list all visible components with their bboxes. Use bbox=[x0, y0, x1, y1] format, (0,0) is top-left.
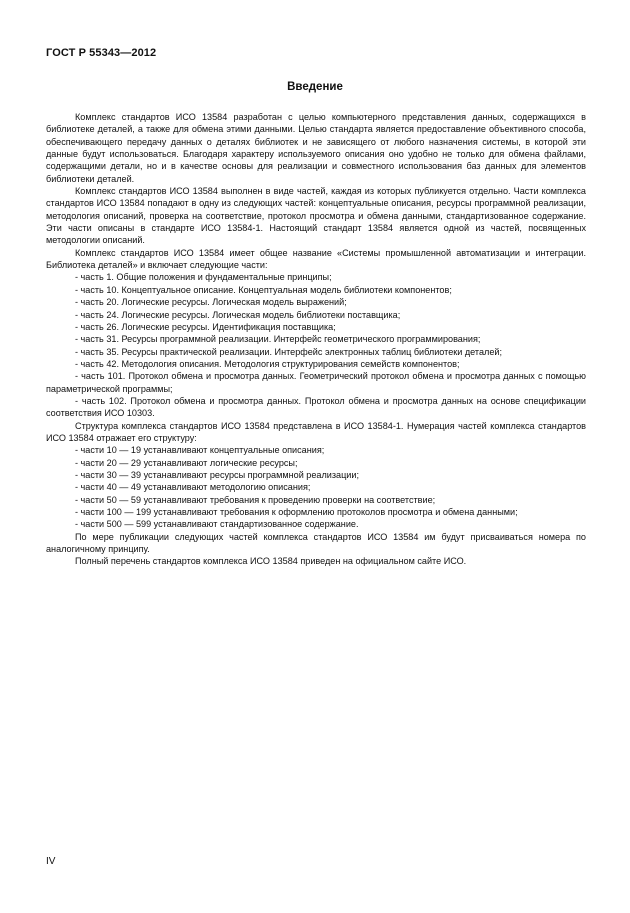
list-item: - часть 10. Концептуальное описание. Концептуальная модель библиотеки компонентов; bbox=[75, 284, 452, 295]
paragraph: Структура комплекса стандартов ИСО 13584 представлена в ИСО 13584-1. Нумерация частей комплекса стандартов ИСО 13584 отражает его структуру: bbox=[46, 420, 586, 443]
list-item: - часть 102. Протокол обмена и просмотра данных. Протокол обмена и просмотра данных на основе спецификации соответствия ИСО 10303. bbox=[46, 395, 586, 419]
list-item: - части 10 — 19 устанавливают концептуальные описания; bbox=[75, 445, 325, 456]
list-item: - части 100 — 199 устанавливают требования к оформлению протоколов просмотра и обмена данными; bbox=[75, 507, 518, 517]
paragraph: Комплекс стандартов ИСО 13584 разработан с целью компьютерного представления данных, содержащихся в библиотеке деталей, а также для обмена этими данными. Целью стандарта является предоставление объективного способа, обеспечивающего передачу данных о деталях библиотек и не зависящего от любого назначения системы, в которой эти данные будут использоваться. Благодаря характеру используемого описания оно удобно не только для обмена файлами, содержащими детали, но и в качестве основы для реализации и совместного использования баз данных для элементов библиотеки деталей. bbox=[46, 112, 586, 184]
paragraph: Комплекс стандартов ИСО 13584 выполнен в виде частей, каждая из которых публикуется отдельно. Части комплекса стандартов ИСО 13584 попадают в одну из следующих частей: концептуальные описания, ресурсы программной реализации, методология описаний, проверка на соответствие, протокол просмотра и обмена данными, стандартизованное содержание. Эти части описаны в стандарте ИСО 13584-1. Настоящий стандарт 13584 является одной из частей, посвященных методологии описаний. bbox=[46, 186, 586, 246]
list-item: - часть 101. Протокол обмена и просмотра данных. Геометрический протокол обмена и просмотра данных с помощью параметрической программы; bbox=[46, 371, 586, 394]
page-number: IV bbox=[46, 856, 56, 867]
list-item: - части 500 — 599 устанавливают стандартизованное содержание. bbox=[75, 519, 359, 530]
list-item: - части 40 — 49 устанавливают методологию описания; bbox=[75, 482, 311, 493]
document-header: ГОСТ Р 55343—2012 bbox=[46, 47, 157, 59]
list-item: - часть 24. Логические ресурсы. Логическая модель библиотеки поставщика; bbox=[75, 309, 401, 320]
list-item: - часть 1. Общие положения и фундаментальные принципы; bbox=[75, 272, 332, 283]
paragraph: Полный перечень стандартов комплекса ИСО 13584 приведен на официальном сайте ИСО. bbox=[75, 556, 467, 567]
paragraph: По мере публикации следующих частей комплекса стандартов ИСО 13584 им будут присваиваться номера по аналогичному принципу. bbox=[46, 531, 586, 555]
section-title: Введение bbox=[287, 81, 343, 93]
paragraph: Комплекс стандартов ИСО 13584 имеет общее название «Системы промышленной автоматизации и интеграции. Библиотека деталей» и включает следующие части: bbox=[46, 247, 586, 271]
document-body bbox=[46, 111, 586, 568]
list-item: - части 20 — 29 устанавливают логические ресурсы; bbox=[75, 457, 298, 468]
list-item: - части 30 — 39 устанавливают ресурсы программной реализации; bbox=[75, 469, 359, 480]
list-item: - часть 20. Логические ресурсы. Логическая модель выражений; bbox=[75, 297, 347, 308]
list-item: - часть 42. Методология описания. Методология структурирования семейств компонентов; bbox=[75, 358, 460, 369]
list-item: - часть 31. Ресурсы программной реализации. Интерфейс геометрического программирования; bbox=[75, 334, 481, 345]
list-item: - часть 26. Логические ресурсы. Идентификация поставщика; bbox=[75, 321, 336, 332]
list-item: - части 50 — 59 устанавливают требования к проведению проверки на соответствие; bbox=[75, 494, 436, 505]
list-item: - часть 35. Ресурсы практической реализации. Интерфейс электронных таблиц библиотеки деталей; bbox=[75, 346, 503, 357]
